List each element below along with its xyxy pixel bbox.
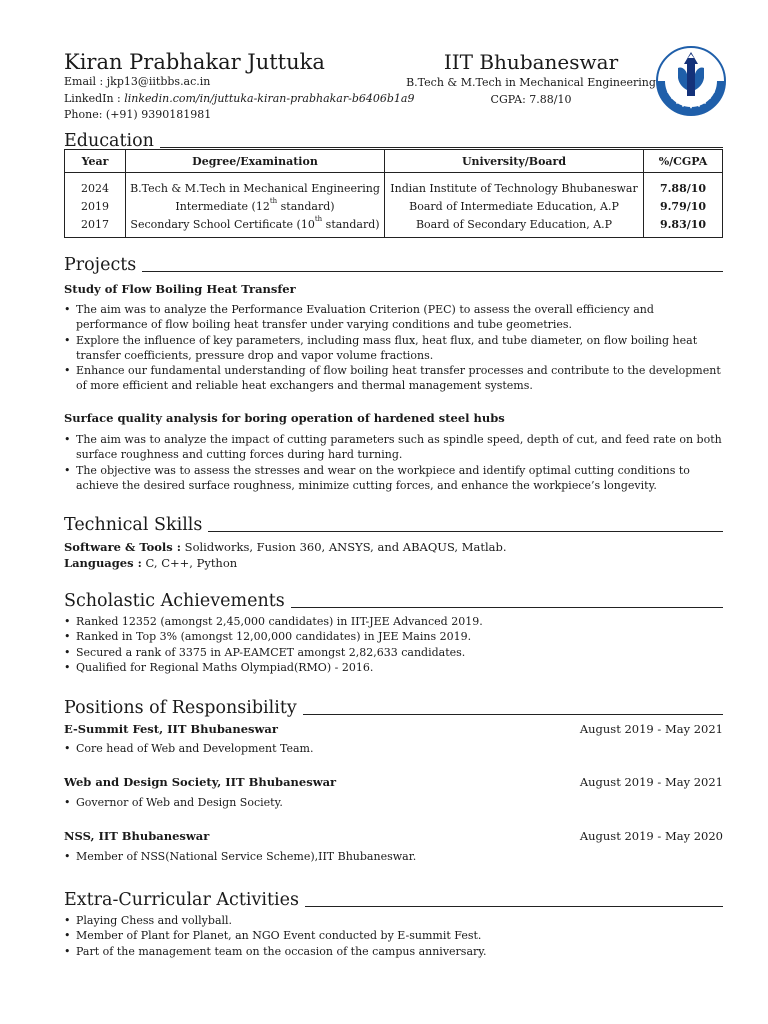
- cell-board: Indian Institute of Technology Bhubaneswar: [385, 173, 644, 198]
- section-positions: [64, 698, 723, 718]
- position-org: NSS, IIT Bhubaneswar: [64, 829, 210, 843]
- languages-value: C, C++, Python: [141, 556, 238, 570]
- linkedin-line: [64, 91, 414, 108]
- position-header: [64, 775, 723, 789]
- section-education: [64, 131, 723, 151]
- section-rule: [305, 906, 723, 907]
- list-item: • Member of NSS(National Service Scheme),IIT Bhubaneswar.: [64, 849, 724, 864]
- education-heading: Education: [64, 131, 154, 151]
- software-value: Solidworks, Fusion 360, ANSYS, and ABAQUS, Matlab.: [181, 540, 507, 554]
- institute-name: IIT Bhubaneswar: [443, 50, 619, 74]
- position-org: Web and Design Society, IIT Bhubaneswar: [64, 775, 337, 789]
- project-bullets: [64, 432, 724, 493]
- cell-board: Board of Secondary Education, A.P: [385, 215, 644, 238]
- email-value[interactable]: jkp13@iitbbs.ac.in: [106, 75, 211, 88]
- col-year-header: Year: [65, 150, 126, 173]
- list-item: • Ranked 12352 (amongst 2,45,000 candidates) in IIT-JEE Advanced 2019.: [64, 614, 724, 629]
- positions-heading: Positions of Responsibility: [64, 698, 297, 718]
- section-projects: [64, 255, 723, 275]
- phone-line: [64, 107, 414, 124]
- cell-degree: Secondary School Certificate (10th standard): [126, 215, 385, 238]
- section-rule: [160, 147, 723, 148]
- section-achievements: [64, 591, 723, 611]
- list-item: • Qualified for Regional Maths Olympiad(RMO) - 2016.: [64, 660, 724, 675]
- section-rule: [142, 271, 723, 272]
- list-item: • The aim was to analyze the Performance Evaluation Criterion (PEC) to assess the overall efficiency and performance of flow boiling heat transfer under varying conditions and tube geometries.: [64, 302, 724, 333]
- phone-value: (+91) 9390181981: [105, 108, 212, 121]
- position-date: August 2019 - May 2020: [579, 829, 723, 843]
- linkedin-label: LinkedIn :: [64, 91, 121, 105]
- position-bullets: [64, 795, 724, 810]
- project-bullets: [64, 302, 724, 394]
- table-row: [65, 197, 723, 215]
- project-title: Study of Flow Boiling Heat Transfer: [64, 282, 296, 296]
- email-label: Email :: [64, 75, 104, 88]
- cell-board: Board of Intermediate Education, A.P: [385, 197, 644, 215]
- languages-line: [64, 555, 237, 571]
- cell-year: 2019: [81, 199, 109, 213]
- extracurricular-heading: Extra-Curricular Activities: [64, 890, 299, 910]
- col-board-header: University/Board: [385, 150, 644, 173]
- list-item: • Secured a rank of 3375 in AP-EAMCET amongst 2,82,633 candidates.: [64, 645, 724, 660]
- cell-cgpa: 9.79/10: [644, 197, 723, 215]
- position-header: [64, 829, 723, 843]
- institute-block: [396, 50, 666, 108]
- achievement-list: [64, 614, 724, 675]
- col-cgpa-header: %/CGPA: [644, 150, 723, 173]
- cell-year: 2024: [81, 181, 109, 195]
- languages-label: Languages :: [64, 556, 142, 570]
- list-item: • Ranked in Top 3% (amongst 12,00,000 candidates) in JEE Mains 2019.: [64, 629, 724, 644]
- section-rule: [208, 531, 723, 532]
- list-item: • The aim was to analyze the impact of cutting parameters such as spindle speed, depth of cut, and feed rate on both surface roughness and cutting forces during hard turning.: [64, 432, 724, 463]
- position-bullets: [64, 741, 724, 756]
- section-rule: [303, 714, 723, 715]
- extracurricular-list: [64, 913, 724, 959]
- position-date: August 2019 - May 2021: [579, 775, 723, 789]
- cell-cgpa: 7.88/10: [644, 173, 723, 198]
- table-row: [65, 173, 723, 198]
- position-header: [64, 722, 723, 736]
- cgpa-line: CGPA: 7.88/10: [490, 93, 572, 106]
- candidate-name: Kiran Prabhakar Juttuka: [64, 50, 325, 74]
- email-line: [64, 74, 414, 91]
- table-row: [65, 215, 723, 238]
- section-skills: [64, 515, 723, 535]
- position-date: August 2019 - May 2021: [579, 722, 723, 736]
- project-title: Surface quality analysis for boring operation of hardened steel hubs: [64, 411, 505, 425]
- list-item: • Playing Chess and vollyball.: [64, 913, 724, 928]
- position-bullets: [64, 849, 724, 864]
- list-item: • Governor of Web and Design Society.: [64, 795, 724, 810]
- achievements-heading: Scholastic Achievements: [64, 591, 285, 611]
- list-item: • Part of the management team on the occasion of the campus anniversary.: [64, 944, 724, 959]
- col-degree-header: Degree/Examination: [126, 150, 385, 173]
- cell-degree: B.Tech & M.Tech in Mechanical Engineering: [126, 173, 385, 198]
- software-line: [64, 539, 507, 555]
- cell-cgpa: 9.83/10: [644, 215, 723, 238]
- degree-line: B.Tech & M.Tech in Mechanical Engineering: [406, 76, 656, 89]
- projects-heading: Projects: [64, 255, 137, 275]
- table-header-row: [65, 150, 723, 173]
- list-item: • Enhance our fundamental understanding of flow boiling heat transfer processes and contribute to the development of more efficient and reliable heat exchangers and thermal management systems.: [64, 363, 724, 394]
- section-rule: [291, 607, 723, 608]
- cell-degree: Intermediate (12th standard): [126, 197, 385, 215]
- cell-year: 2017: [81, 217, 109, 231]
- list-item: • Member of Plant for Planet, an NGO Event conducted by E-summit Fest.: [64, 928, 724, 943]
- list-item: • Explore the influence of key parameters, including mass flux, heat flux, and tube diameter, on flow boiling heat transfer coefficients, pressure drop and vapor volume fractions.: [64, 333, 724, 364]
- skills-heading: Technical Skills: [64, 515, 203, 535]
- education-table: [64, 149, 723, 238]
- contact-block: [64, 74, 414, 124]
- list-item: • Core head of Web and Development Team.: [64, 741, 724, 756]
- phone-label: Phone:: [64, 108, 103, 121]
- list-item: • The objective was to assess the stresses and wear on the workpiece and identify optimal cutting conditions to achieve the desired surface roughness, minimize cutting forces, and enhance the workpiece’s longevity.: [64, 463, 724, 494]
- position-org: E-Summit Fest, IIT Bhubaneswar: [64, 722, 278, 736]
- linkedin-link[interactable]: linkedin.com/in/juttuka-kiran-prabhakar-b6406b1a9: [124, 91, 415, 105]
- software-label: Software & Tools :: [64, 540, 182, 554]
- section-extracurricular: [64, 890, 723, 910]
- iit-bhubaneswar-logo-icon: [654, 44, 728, 118]
